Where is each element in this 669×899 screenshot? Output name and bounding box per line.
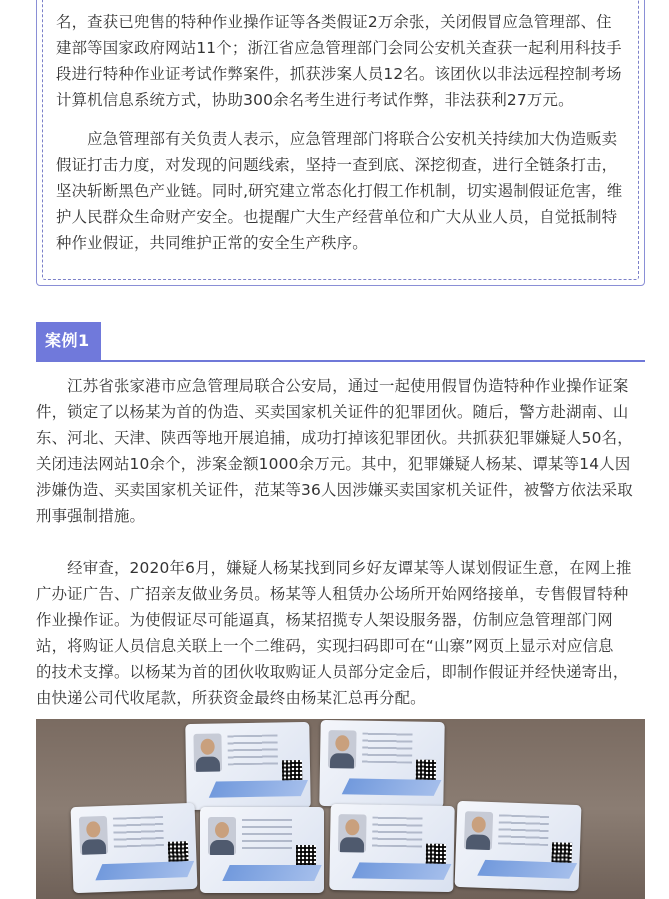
qr-code-icon	[296, 845, 316, 865]
card-band	[342, 778, 442, 795]
card-band	[352, 862, 452, 879]
certificate-card	[455, 801, 582, 891]
text-line: 的技术支撑。以杨某为首的团伙收取购证人员部分定金后，即制作假证并经快递寄出，	[36, 663, 629, 681]
text-lines-graphic	[113, 816, 164, 848]
text-line: 坚决斩断黑色产业链。同时,研究建立常态化打假工作机制，切实遏制假证危害，维	[56, 182, 623, 200]
certificate-card	[329, 804, 454, 892]
certificate-card	[319, 720, 444, 808]
qr-code-icon	[426, 844, 446, 864]
text-line: 经审查，2020年6月，嫌疑人杨某找到同乡好友谭某等人谋划假证生意，在网上推	[36, 559, 632, 577]
card-band	[222, 865, 321, 881]
text-line: 名，查获已兜售的特种作业操作证等各类假证2万余张，关闭假冒应急管理部、住	[56, 13, 612, 31]
text-lines-graphic	[242, 819, 292, 849]
text-lines-graphic	[362, 733, 413, 764]
portrait-icon	[79, 816, 108, 855]
text-lines-graphic	[372, 817, 423, 848]
certificates-photo	[36, 719, 645, 899]
section-header	[36, 322, 645, 362]
text-line: 护人民群众生命财产安全。也提醒广大生产经营单位和广大从业人员，自觉抵制特	[56, 208, 618, 226]
qr-code-icon	[551, 842, 572, 863]
text-line: 广办证广告、广招亲友做业务员。杨某等人租赁办公场所开始网络接单，专售假冒特种	[36, 585, 629, 603]
text-line: 种作业假证，共同维护正常的安全生产秩序。	[56, 234, 368, 252]
notice-box	[36, 0, 645, 286]
certificate-card	[71, 803, 198, 893]
text-lines-graphic	[227, 734, 278, 765]
certificate-card	[185, 722, 310, 810]
article-body	[36, 373, 648, 711]
portrait-icon	[193, 733, 222, 771]
text-line: 计算机信息系统方式，协助300余名考生进行考试作弊，非法获利27万元。	[56, 91, 574, 109]
text-line: 涉嫌伪造、买卖国家机关证件，范某等36人因涉嫌买卖国家机关证件，被警方依法采取	[36, 481, 633, 499]
text-line: 段进行特种作业证考试作弊案件，抓获涉案人员12名。该团伙以非法远程控制考场	[56, 65, 622, 83]
text-line: 刑事强制措施。	[36, 507, 146, 525]
text-line: 假证打击力度，对发现的问题线索，坚持一查到底、深挖彻查，进行全链条打击，	[56, 156, 618, 174]
text-line: 由快递公司代收尾款，所获资金最终由杨某汇总再分配。	[36, 689, 426, 707]
card-band	[209, 780, 308, 798]
text-lines-graphic	[498, 814, 549, 846]
qr-code-icon	[168, 841, 189, 862]
text-line: 应急管理部有关负责人表示，应急管理部门将联合公安机关持续加大伪造贩卖	[56, 130, 618, 148]
text-line: 件，锁定了以杨某为首的伪造、买卖国家机关证件的犯罪团伙。随后，警方赴湖南、山	[36, 403, 629, 421]
text-line: 站，将购证人员信息关联上一个二维码，实现扫码即可在“山寨”网页上显示对应信息	[36, 637, 614, 655]
section-tag: 案例1	[36, 322, 101, 360]
notice-box-inner	[42, 0, 639, 280]
notice-paragraph-2	[56, 126, 630, 256]
qr-code-icon	[282, 760, 302, 780]
text-line: 东、河北、天津、陕西等地开展追捕，成功打掉该犯罪团伙。共抓获犯罪嫌疑人50名，	[36, 429, 633, 447]
certificate-card	[200, 807, 324, 893]
card-band	[95, 861, 194, 880]
qr-code-icon	[416, 760, 436, 780]
text-line: 江苏省张家港市应急管理局联合公安局，通过一起使用假冒伪造特种作业操作证案	[36, 377, 629, 395]
portrait-icon	[208, 817, 236, 855]
text-line: 作业操作证。为使假证尽可能逼真，杨某招揽专人架设服务器，仿制应急管理部门网	[36, 611, 613, 629]
card-band	[477, 860, 577, 879]
portrait-icon	[464, 811, 493, 850]
text-line: 关闭违法网站10余个，涉案金额1000余万元。其中，犯罪嫌疑人杨某、谭某等14人因	[36, 455, 631, 473]
portrait-icon	[338, 814, 367, 852]
article-paragraph-2	[36, 555, 648, 711]
notice-paragraph-1	[56, 9, 630, 113]
article-paragraph-1	[36, 373, 648, 529]
text-line: 建部等国家政府网站11个；浙江省应急管理部门会同公安机关查获一起利用科技手	[56, 39, 622, 57]
portrait-icon	[328, 730, 357, 768]
